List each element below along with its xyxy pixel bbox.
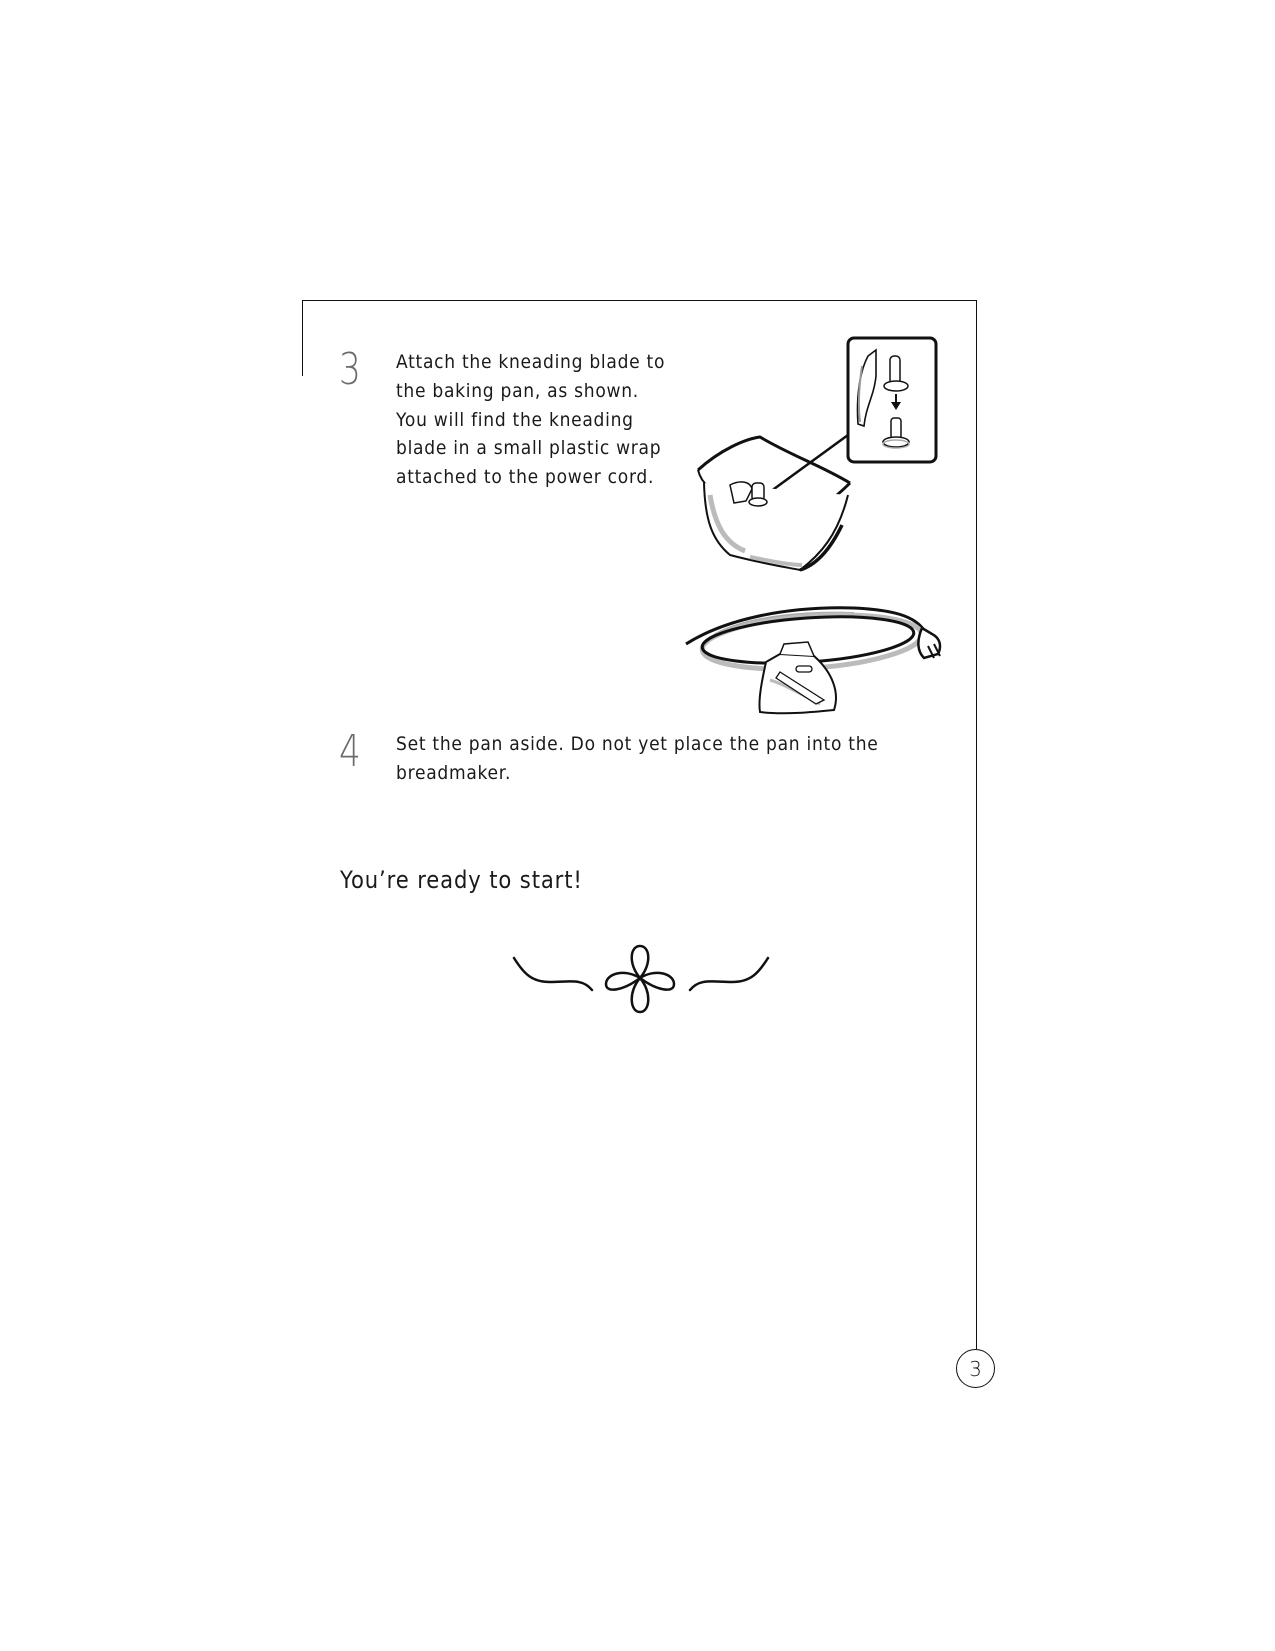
step-3-line: the baking pan, as shown. [396, 379, 639, 402]
page-frame-right-rule [976, 300, 977, 1349]
step-3-text [396, 348, 665, 492]
power-cord-with-blade-bag-icon [684, 600, 944, 720]
step-3-line: attached to the power cord. [396, 466, 655, 489]
page-frame-top-rule [302, 300, 977, 301]
page-frame-left-rule [302, 300, 303, 376]
closing-heading: You’re ready to start! [340, 866, 583, 894]
flourish-ornament-icon [510, 940, 772, 1018]
step-4-line: breadmaker. [396, 761, 512, 784]
step-3-line: blade in a small plastic wrap [396, 437, 662, 460]
step-4-number: 4 [339, 726, 361, 777]
step-3-number: 3 [339, 344, 361, 395]
step-3-line: Attach the kneading blade to [396, 351, 666, 373]
page-number: 3 [956, 1349, 995, 1388]
step-4-line: Set the pan aside. Do not yet place the pan into the [396, 733, 879, 755]
step-4-text [396, 730, 879, 788]
kneading-blade-attach-detail-icon [846, 336, 940, 466]
step-3-line: You will find the kneading [396, 408, 634, 431]
baking-pan-with-kneading-blade-icon [690, 425, 860, 580]
